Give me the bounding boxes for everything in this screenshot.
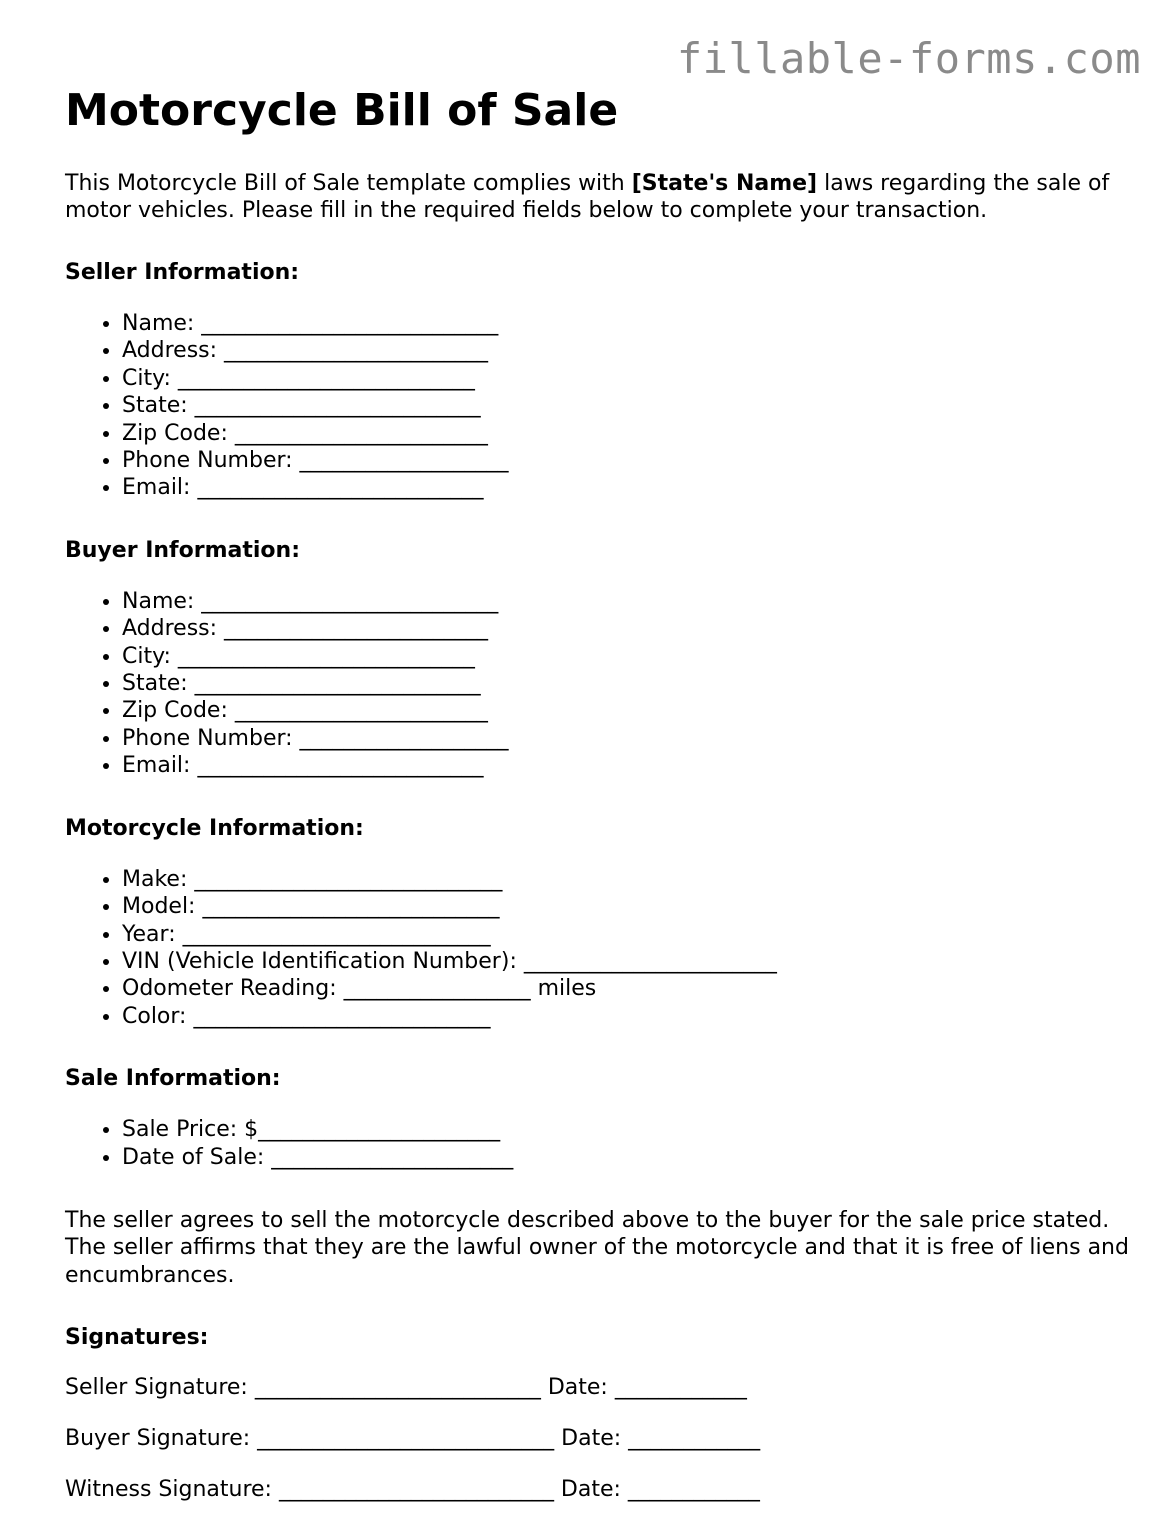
document-body — [65, 84, 1145, 1503]
sale-fields-list — [65, 1116, 1145, 1171]
seller-signature-line[interactable]: Seller Signature: __________________________ Date: ____________ — [65, 1375, 747, 1401]
buyer-section-heading: Buyer Information: — [65, 537, 300, 563]
seller-name-field[interactable]: • Name: ___________________________ — [122, 310, 1145, 337]
signatures-section-heading: Signatures: — [65, 1325, 209, 1351]
seller-address-field[interactable]: • Address: ________________________ — [122, 337, 1145, 364]
sale-price-field[interactable]: • Sale Price: $______________________ — [122, 1116, 1145, 1143]
intro-text-start: This Motorcycle Bill of Sale template complies with — [65, 171, 632, 196]
motorcycle-vin-field[interactable]: • VIN (Vehicle Identification Number): _______________________ — [122, 948, 1145, 975]
sale-section-heading: Sale Information: — [65, 1066, 281, 1092]
buyer-email-field[interactable]: • Email: __________________________ — [122, 752, 1145, 779]
motorcycle-make-field[interactable]: • Make: ____________________________ — [122, 866, 1145, 893]
seller-city-field[interactable]: • City: ___________________________ — [122, 365, 1145, 392]
motorcycle-fields-list — [65, 866, 1145, 1030]
seller-fields-list — [65, 310, 1145, 502]
seller-section-heading: Seller Information: — [65, 260, 300, 285]
page-title: Motorcycle Bill of Sale — [65, 85, 619, 136]
motorcycle-model-field[interactable]: • Model: ___________________________ — [122, 893, 1145, 920]
motorcycle-section-heading: Motorcycle Information: — [65, 815, 364, 841]
buyer-signature-line[interactable]: Buyer Signature: ___________________________ Date: ____________ — [65, 1426, 761, 1452]
seller-zip-field[interactable]: • Zip Code: _______________________ — [122, 420, 1145, 447]
witness-signature-line[interactable]: Witness Signature: _________________________ Date: ____________ — [65, 1477, 760, 1503]
motorcycle-odometer-field[interactable]: • Odometer Reading: _________________ miles — [122, 975, 1145, 1002]
intro-text-end: laws regarding the sale of motor vehicles. Please fill in the required fields below to complete your transaction. — [65, 171, 1110, 223]
sale-date-field[interactable]: • Date of Sale: ______________________ — [122, 1144, 1145, 1171]
seller-email-field[interactable]: • Email: __________________________ — [122, 474, 1145, 501]
buyer-address-field[interactable]: • Address: ________________________ — [122, 615, 1145, 642]
buyer-zip-field[interactable]: • Zip Code: _______________________ — [122, 697, 1145, 724]
agreement-paragraph: The seller agrees to sell the motorcycle described above to the buyer for the sale price stated. The seller affirms that they are the lawful owner of the motorcycle and that it is free of liens and encumbrances. — [65, 1207, 1129, 1288]
seller-phone-field[interactable]: • Phone Number: ___________________ — [122, 447, 1145, 474]
buyer-state-field[interactable]: • State: __________________________ — [122, 670, 1145, 697]
buyer-name-field[interactable]: • Name: ___________________________ — [122, 588, 1145, 615]
motorcycle-color-field[interactable]: • Color: ___________________________ — [122, 1003, 1145, 1030]
state-name-placeholder: [State's Name] — [631, 171, 818, 196]
buyer-phone-field[interactable]: • Phone Number: ___________________ — [122, 725, 1145, 752]
seller-state-field[interactable]: • State: __________________________ — [122, 392, 1145, 419]
motorcycle-year-field[interactable]: • Year: ____________________________ — [122, 921, 1145, 948]
buyer-fields-list — [65, 588, 1145, 780]
watermark: fillable-forms.com — [676, 34, 1141, 83]
intro-paragraph — [65, 170, 1145, 224]
buyer-city-field[interactable]: • City: ___________________________ — [122, 643, 1145, 670]
